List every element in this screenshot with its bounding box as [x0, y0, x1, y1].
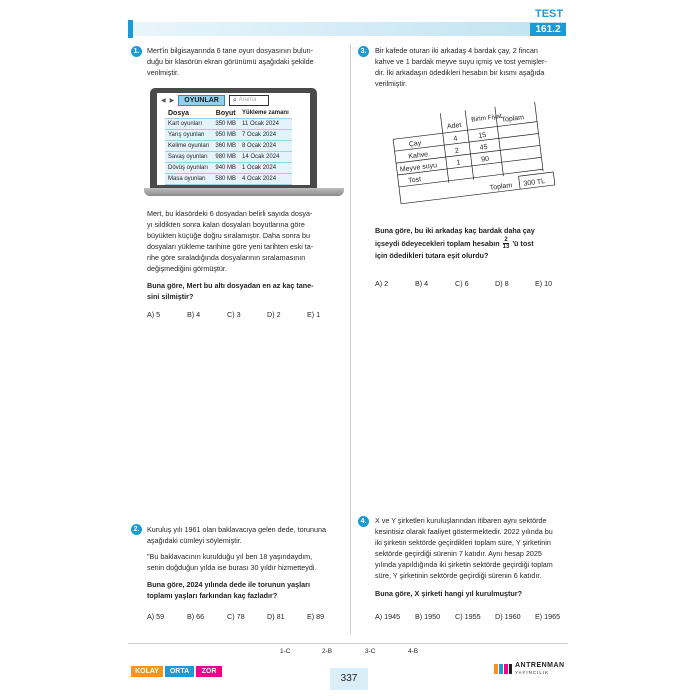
- option-a[interactable]: A) 5: [147, 310, 161, 319]
- q2-intro: Kuruluş yılı 1961 olan baklavacıya gelen dede, torununa aşağıdaki cümleyi söylemiştir.: [147, 525, 327, 545]
- header-bar: [133, 22, 566, 36]
- q3-intro: Bir kafede oturan iki arkadaş 4 bardak çay, 2 fincan kahve ve 1 bardak meyve suyu içmiş ve tost yemişler- dir. İki arkadaşın ödedikleri hesabın bir kısmı aşağıda verilmiştir.: [375, 46, 547, 88]
- svg-text:1: 1: [456, 159, 461, 167]
- fraction: 2 13: [502, 236, 510, 250]
- receipt-total-label: Toplam: [489, 182, 513, 192]
- laptop-base: [144, 188, 344, 196]
- search-icon: ⌕: [232, 97, 237, 104]
- option-c[interactable]: C) 78: [227, 612, 245, 621]
- q4-options: [375, 612, 575, 621]
- question-number-4: 4.: [358, 516, 369, 527]
- receipt-figure: [390, 100, 560, 205]
- option-b[interactable]: B) 66: [187, 612, 205, 621]
- forward-arrow-icon[interactable]: ▶: [169, 98, 175, 104]
- folder-tab[interactable]: OYUNLAR: [178, 95, 225, 106]
- receipt-item: Kahve: [407, 151, 429, 161]
- table-row[interactable]: Savaş oyunları 980 MB 14 Ocak 2024: [165, 152, 292, 163]
- receipt-item: Tost: [407, 176, 422, 185]
- publisher-logo: [494, 662, 565, 676]
- publisher-logo-icon: [494, 662, 512, 676]
- q3-question: Buna göre, bu iki arkadaş kaç bardak daha çay içseydi ödeyecekleri toplam hesabın 2 13 'ü tost için ödedikleri tutara eşit olurdu?: [375, 226, 535, 260]
- option-e[interactable]: E) 1965: [535, 612, 561, 621]
- option-b[interactable]: B) 1950: [415, 612, 441, 621]
- q2-options: [147, 612, 347, 621]
- test-number: 161.2: [530, 23, 566, 36]
- table-row[interactable]: Masa oyunları 580 MB 4 Ocak 2024: [165, 174, 292, 185]
- page-number: 337: [330, 668, 368, 690]
- q1-question: Buna göre, Mert bu altı dosyadan en az kaç tane- sini silmiştir?: [147, 281, 314, 301]
- svg-text:2: 2: [454, 147, 460, 155]
- option-a[interactable]: A) 1945: [375, 612, 401, 621]
- answer-key-1: 1-C: [280, 648, 291, 655]
- option-c[interactable]: C) 1955: [455, 612, 481, 621]
- q2-quote: "Bu baklavacının kurulduğu yıl ben 18 yaşındaydım, senin doğduğun yılda ise burası 30 yıldır hizmetteydi.: [147, 552, 317, 572]
- answer-key-2: 2-B: [322, 648, 333, 655]
- q1-body: Mert, bu klasördeki 6 dosyadan belirli sayıda dosya- yı sildikten sonra kalan dosyaları boyutlarına göre büyükten küçüğe doğru sıralamıştır. Daha sonra bu dosyaları yükleme tarihine göre yeni tarihten eski ta- rihe göre sıraladığında dosyalarının sıralamasının değişmediğini görmüştür.: [147, 209, 314, 273]
- q2-question: Buna göre, 2024 yılında dede ile torunun yaşları toplamı yaşları farkından kaç fazladır?: [147, 580, 310, 600]
- option-e[interactable]: E) 1: [307, 310, 321, 319]
- option-d[interactable]: D) 2: [267, 310, 281, 319]
- receipt-header-adet: Adet: [446, 121, 462, 131]
- question-number-3: 3.: [358, 46, 369, 57]
- footer-rule: [128, 643, 568, 644]
- question-number-2: 2.: [131, 524, 142, 535]
- option-d[interactable]: D) 81: [267, 612, 285, 621]
- laptop-screen: [157, 93, 310, 185]
- svg-text:90: 90: [480, 155, 490, 164]
- answer-key-4: 4-B: [408, 648, 419, 655]
- column-divider: [350, 44, 351, 634]
- receipt-header-toplam: Toplam: [501, 114, 525, 124]
- receipt-item: Çay: [408, 139, 422, 149]
- search-input[interactable]: ⌕ Arama: [229, 95, 269, 106]
- option-b[interactable]: B) 4: [415, 279, 429, 288]
- column-header-size: Boyut: [212, 108, 239, 119]
- q4-intro: X ve Y şirketleri kuruluşlarından itibaren aynı sektörde kesintisiz olarak faaliyet göstermektedir. 2022 yılında bu iki şirketin sektörde geçirdikleri toplam süre, Y şirketinin sektörde geçirdiği sürenin 7 katıdır. Aynı hesap 2025 yılında yapıldığında iki şirketin sektörde geçirdiği toplam süre, Y şirketinin sektörde geçirdiği sürenin 6 katıdır.: [375, 516, 553, 580]
- option-e[interactable]: E) 10: [535, 279, 553, 288]
- svg-text:4: 4: [453, 135, 458, 143]
- file-table: [165, 108, 292, 185]
- question-number-1: 1.: [131, 46, 142, 57]
- option-d[interactable]: D) 1960: [495, 612, 521, 621]
- column-header-file: Dosya: [165, 108, 212, 119]
- receipt-header-fiyat: Birim Fiyat: [470, 112, 503, 124]
- column-header-date: Yükleme zamanı: [239, 108, 292, 119]
- option-a[interactable]: A) 59: [147, 612, 165, 621]
- q3-options: [375, 279, 575, 288]
- level-hard: ZOR: [196, 666, 222, 677]
- option-d[interactable]: D) 8: [495, 279, 509, 288]
- receipt-item: Meyve suyu: [399, 162, 438, 174]
- option-a[interactable]: A) 2: [375, 279, 389, 288]
- table-row[interactable]: Kart oyunları 350 MB 11 Ocak 2024: [165, 119, 292, 130]
- publisher-sub: YAYINCILIK: [515, 670, 550, 675]
- option-c[interactable]: C) 6: [455, 279, 469, 288]
- level-easy: KOLAY: [131, 666, 163, 677]
- table-row[interactable]: Dövüş oyunları 940 MB 1 Ocak 2024: [165, 163, 292, 174]
- publisher-name: ANTRENMAN: [515, 662, 565, 669]
- answer-key-3: 3-C: [365, 648, 376, 655]
- receipt-total-value: 300 TL: [523, 178, 546, 188]
- option-b[interactable]: B) 4: [187, 310, 201, 319]
- back-arrow-icon[interactable]: ◀: [161, 98, 166, 104]
- table-row[interactable]: Yarış oyunları 950 MB 7 Ocak 2024: [165, 130, 292, 141]
- option-e[interactable]: E) 89: [307, 612, 325, 621]
- svg-text:15: 15: [477, 131, 487, 140]
- option-c[interactable]: C) 3: [227, 310, 241, 319]
- q1-options: [147, 310, 347, 319]
- level-medium: ORTA: [165, 666, 194, 677]
- table-row[interactable]: Kelime oyunları 360 MB 8 Ocak 2024: [165, 141, 292, 152]
- q1-intro: Mert'in bilgisayarında 6 tane oyun dosyasının bulun- duğu bir klasörün ekran görünümü aşağıdaki şekilde verilmiştir.: [147, 46, 314, 77]
- q4-question: Buna göre, X şirketi hangi yıl kurulmuştur?: [375, 589, 522, 598]
- test-label: TEST: [535, 8, 564, 20]
- svg-text:45: 45: [479, 143, 489, 152]
